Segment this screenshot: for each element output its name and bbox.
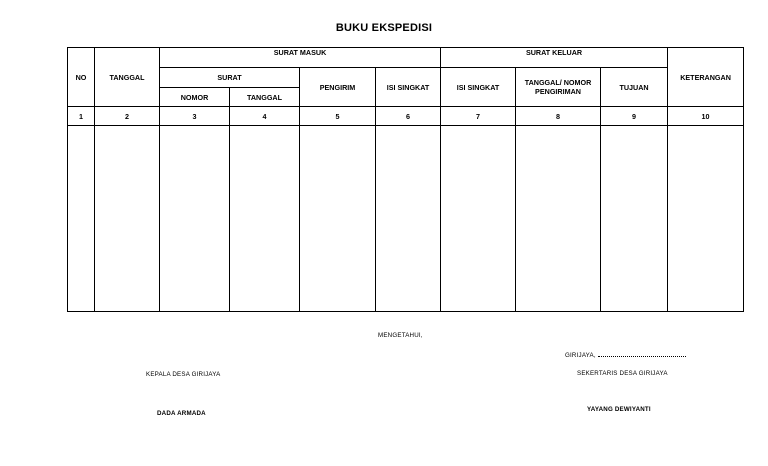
header-surat-keluar: SURAT KELUAR [441,48,668,68]
right-signatory-role: SEKERTARIS DESA GIRIJAYA [577,370,668,377]
column-number-4: 4 [230,107,300,126]
column-number-2: 2 [95,107,160,126]
left-signatory-role: KEPALA DESA GIRIJAYA [146,371,221,378]
column-number-8: 8 [516,107,601,126]
body-cell [160,126,230,312]
header-tujuan: TUJUAN [601,68,668,107]
date-fill-line [598,351,686,357]
place-date-line [565,351,686,359]
column-number-3: 3 [160,107,230,126]
body-cell [68,126,95,312]
column-number-7: 7 [441,107,516,126]
header-surat-tanggal: TANGGAL [230,88,300,107]
table-body-row [68,126,744,312]
body-cell [230,126,300,312]
header-nomor: NOMOR [160,88,230,107]
header-surat-masuk: SURAT MASUK [160,48,441,68]
column-number-6: 6 [376,107,441,126]
body-cell [300,126,376,312]
header-surat: SURAT [160,68,300,88]
body-cell [376,126,441,312]
header-tanggal: TANGGAL [95,48,160,107]
header-keterangan: KETERANGAN [668,48,744,107]
left-signatory-name: DADA ARMADA [157,410,206,417]
header-no: NO [68,48,95,107]
body-cell [516,126,601,312]
document-title: BUKU EKSPEDISI [335,22,433,34]
column-number-10: 10 [668,107,744,126]
place-date-label: GIRIJAYA, [565,352,596,359]
column-number-5: 5 [300,107,376,126]
body-cell [95,126,160,312]
expedition-ledger-table [67,47,744,312]
column-number-1: 1 [68,107,95,126]
column-number-9: 9 [601,107,668,126]
header-pengirim: PENGIRIM [300,68,376,107]
right-signatory-name: YAYANG DEWIYANTI [587,406,651,413]
body-cell [601,126,668,312]
mengetahui-label: MENGETAHUI, [378,332,423,339]
header-tanggal-nomor-pengiriman [516,68,601,107]
body-cell [668,126,744,312]
header-tanggal-nomor-line2: PENGIRIMAN [535,87,581,96]
header-tanggal-nomor-line1: TANGGAL/ NOMOR [524,78,592,87]
header-isi-singkat-keluar: ISI SINGKAT [441,68,516,107]
body-cell [441,126,516,312]
header-isi-singkat-masuk: ISI SINGKAT [376,68,441,107]
